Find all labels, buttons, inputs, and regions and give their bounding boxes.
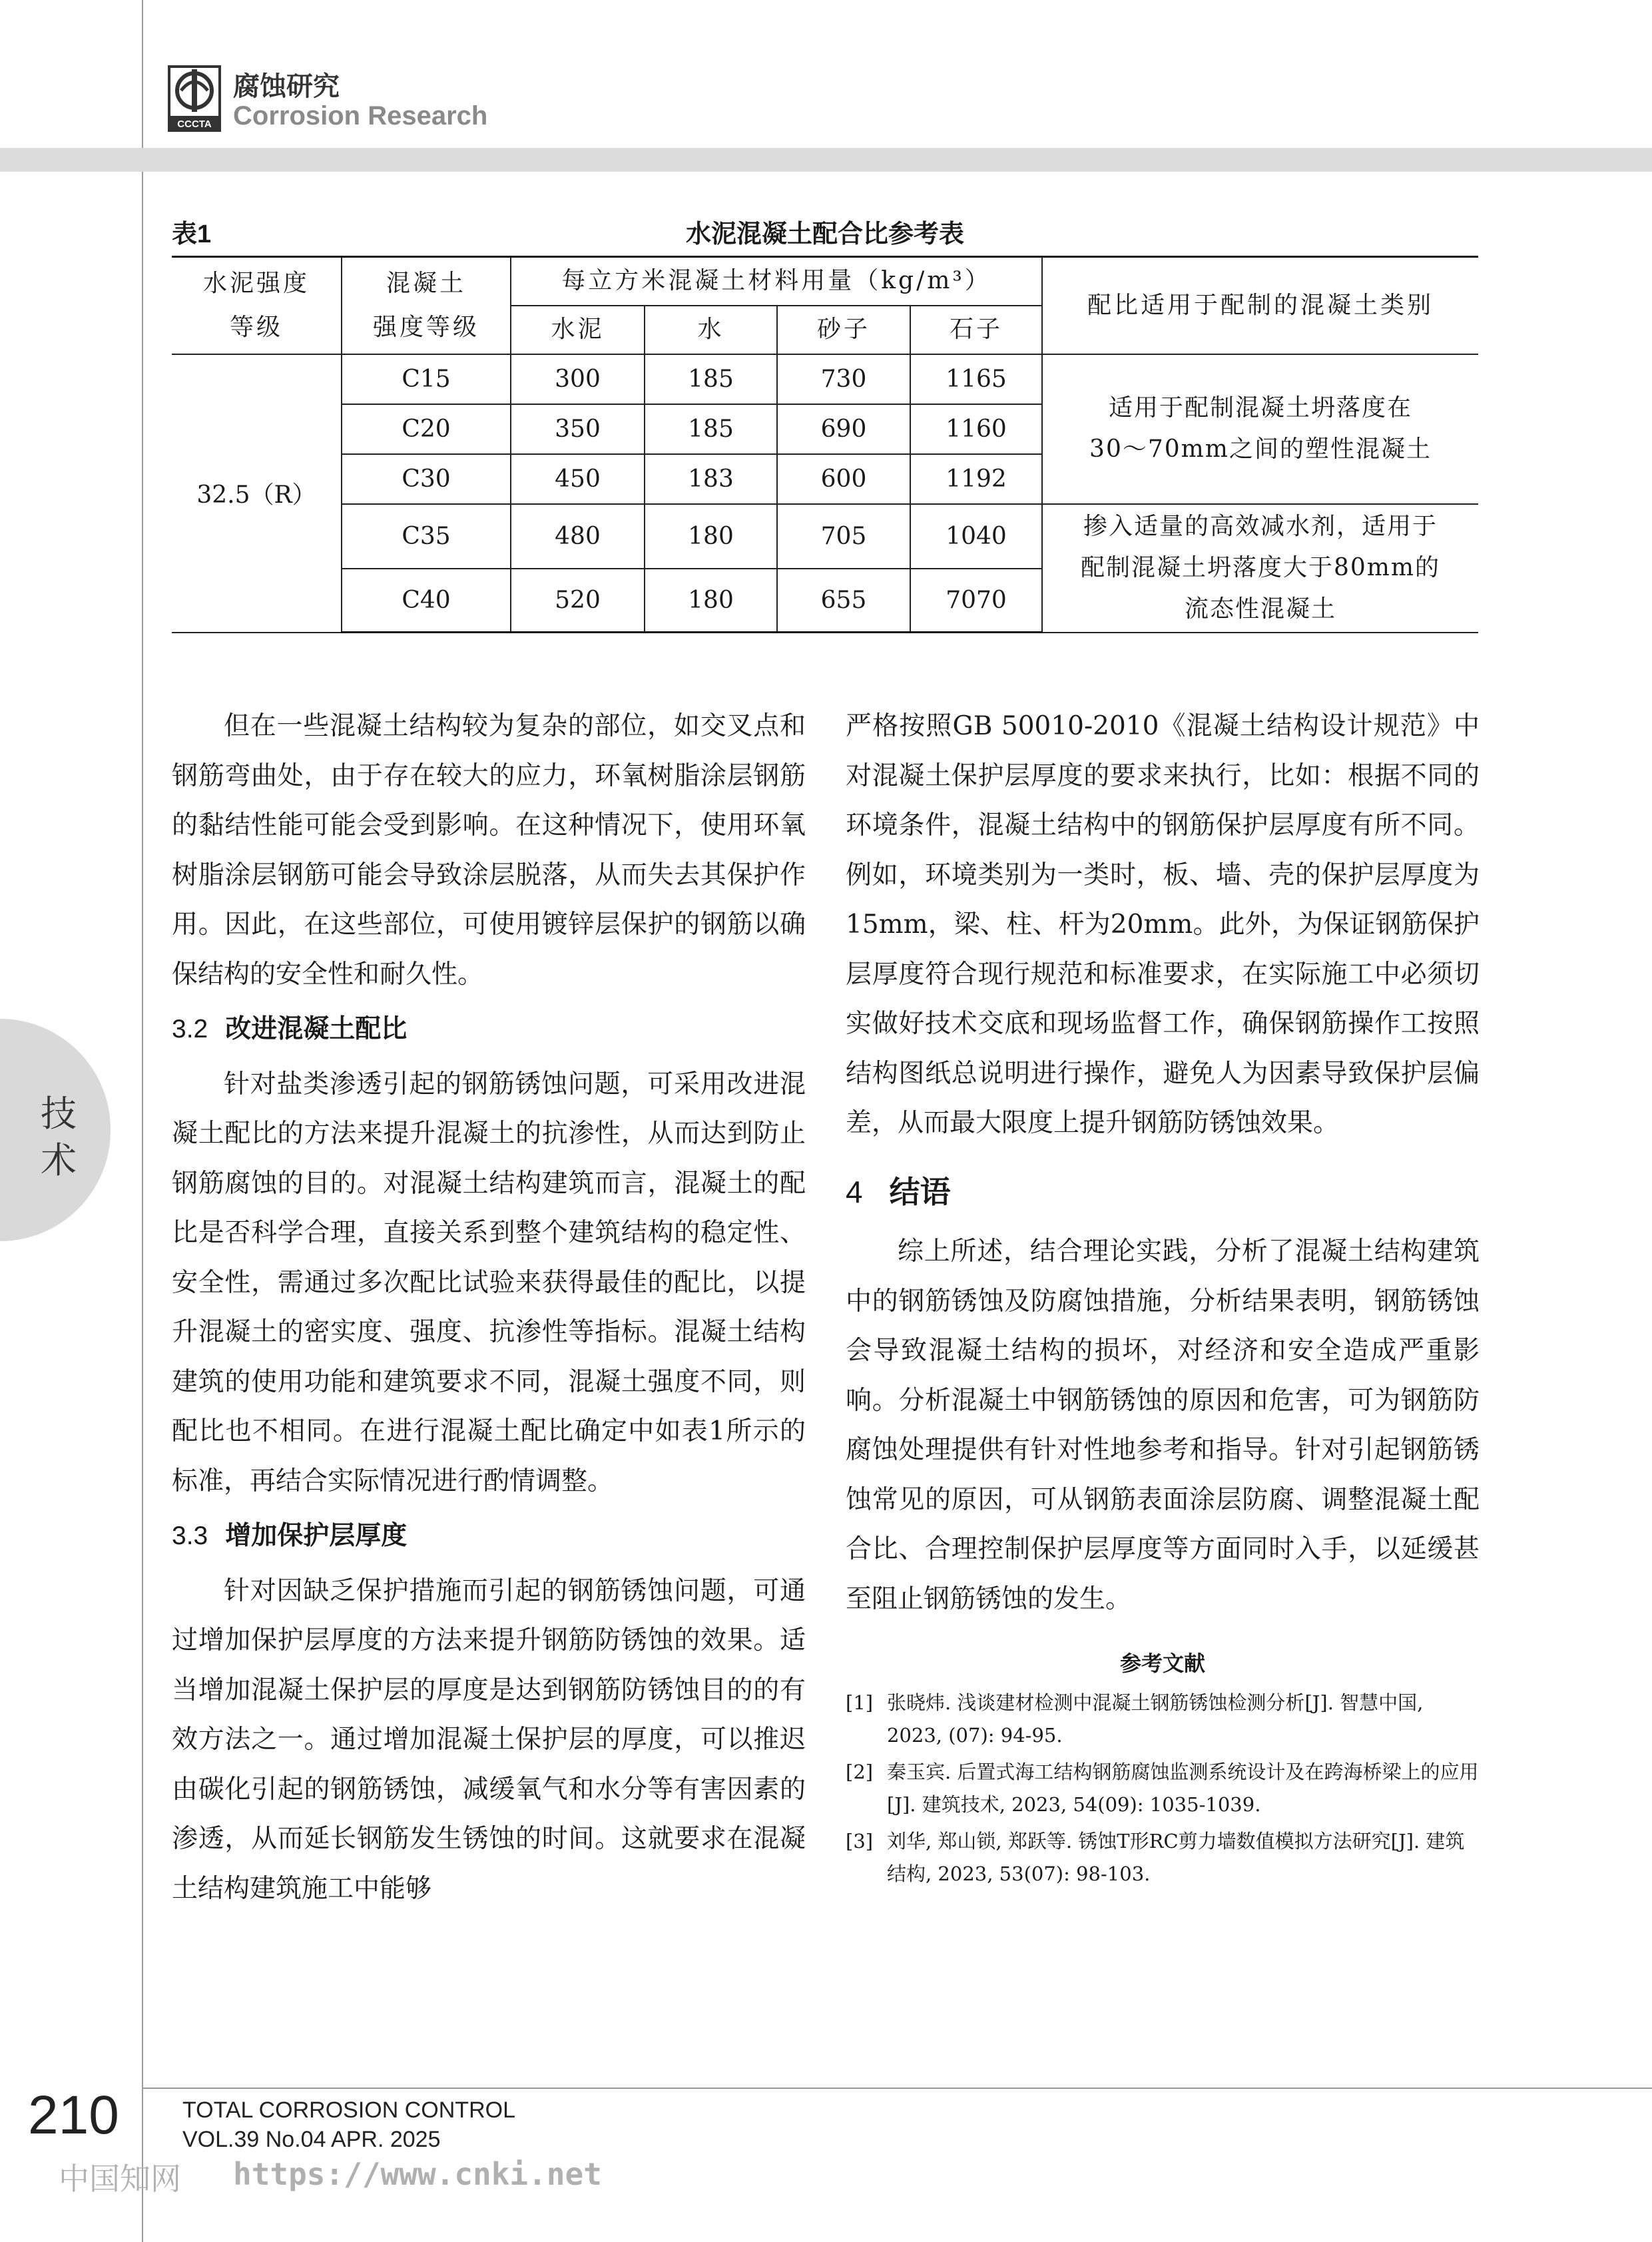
cell-water: 185 [645,404,777,454]
journal-name-cn: 腐蚀研究 [233,72,340,101]
section-title: 改进混凝土配比 [225,1015,408,1043]
watermark-url: https://www.cnki.net [233,2156,602,2192]
header-water: 水 [645,306,777,354]
paragraph: 但在一些混凝土结构较为复杂的部位，如交叉点和钢筋弯曲处，由于存在较大的应力，环氧树脂涂层钢筋的黏结性能可能会受到影响。在这种情况下，使用环氧树脂涂层钢筋可能会导致涂层脱落，从而失去其保护作用。因此，在这些部位，可使用镀锌层保护的钢筋以确保结构的安全性和耐久性。 [172,711,806,989]
header-concrete-grade [342,257,511,354]
header-band [0,148,1652,172]
header-stone: 石子 [910,306,1042,354]
cell-stone: 7070 [910,569,1042,633]
cell-usage-fluid [1042,504,1478,633]
page-header [0,0,1652,148]
cell-stone: 1160 [910,404,1042,454]
cell-cement: 480 [511,504,645,569]
reference-item [846,1756,1480,1821]
paragraph: 针对因缺乏保护措施而引起的钢筋锈蚀问题，可通过增加保护层厚度的方法来提升钢筋防锈蚀的效果。适当增加混凝土保护层的厚度是达到钢筋防锈蚀目的的有效方法之一。通过增加混凝土保护层的厚度，可以推迟由碳化引起的钢筋锈蚀，减缓氧气和水分等有害因素的渗透，从而延长钢筋发生锈蚀的时间。这就要求在混凝土结构建筑施工中能够 [172,1575,806,1904]
paragraph: 综上所述，结合理论实践，分析了混凝土结构建筑中的钢筋锈蚀及防腐蚀措施，分析结果表明，钢筋锈蚀会导致混凝土结构的损坏，对经济和安全造成严重影响。分析混凝土中钢筋锈蚀的原因和危害，可为钢筋防腐蚀处理提供有针对性地参考和指导。针对引起钢筋锈蚀常见的原因，可从钢筋表面涂层防腐、调整混凝土配合比、合理控制保护层厚度等方面同时入手，以延缓甚至阻止钢筋锈蚀的发生。 [846,1237,1480,1614]
cell-sand: 600 [777,454,910,504]
margin-rule [142,0,143,2242]
section-3-3-heading [172,1506,806,1567]
footer-journal-title: TOTAL CORROSION CONTROL [182,2098,515,2123]
cell-sand: 690 [777,404,910,454]
cell-grade: C20 [342,404,511,454]
cell-cement-grade: 32.5（R） [172,354,342,633]
cell-water: 180 [645,504,777,569]
header-cement: 水泥 [511,306,645,354]
note2-line3: 流态性混凝土 [1184,595,1336,623]
cell-stone: 1040 [910,504,1042,569]
cell-cement: 350 [511,404,645,454]
references-heading: 参考文献 [1119,1651,1205,1675]
reference-number: [1] [846,1691,874,1714]
note1-line1: 适用于配制混凝土坍落度在 [1108,394,1412,421]
logo-text: CCCTA [177,119,212,130]
cell-stone: 1165 [910,354,1042,404]
reference-item [846,1825,1480,1890]
header-sand: 砂子 [777,306,910,354]
footer-issue: VOL.39 No.04 APR. 2025 [182,2127,441,2152]
footer-rule [142,2088,1652,2089]
table-title: 水泥混凝土配合比参考表 [685,220,964,248]
reference-number: [2] [846,1761,874,1783]
cell-cement: 300 [511,354,645,404]
header-cement-grade-line2: 等级 [229,313,283,341]
reference-text: 张晓炜. 浅谈建材检测中混凝土钢筋锈蚀检测分析[J]. 智慧中国, 2023, (07): 94-95. [887,1691,1424,1747]
cell-water: 180 [645,569,777,633]
side-tab-char: 技 [41,1094,77,1134]
cell-water: 183 [645,454,777,504]
cell-sand: 655 [777,569,910,633]
journal-name-en: Corrosion Research [233,101,488,131]
reference-number: [3] [846,1830,874,1852]
side-tab-char: 术 [41,1141,77,1181]
header-concrete-grade-line1: 混凝土 [386,269,466,297]
cell-cement: 520 [511,569,645,633]
cell-water: 185 [645,354,777,404]
header-cement-grade [172,257,342,354]
journal-logo-icon [168,65,221,132]
table-label: 表1 [172,220,212,248]
cell-cement: 450 [511,454,645,504]
note2-line2: 配制混凝土坍落度大于80mm的 [1080,554,1441,581]
table-caption [172,213,1478,246]
header-materials: 每立方米混凝土材料用量（kg/m³） [511,257,1042,306]
cell-stone: 1192 [910,454,1042,504]
cell-usage-plastic [1042,354,1478,504]
reference-text: 刘华, 郑山锁, 郑跃等. 锈蚀T形RC剪力墙数值模拟方法研究[J]. 建筑结构, 2023, 53(07): 98-103. [887,1830,1465,1885]
left-column [172,702,806,1914]
header-cement-grade-line1: 水泥强度 [202,269,310,297]
note2-line1: 掺入适量的高效减水剂，适用于 [1083,513,1438,540]
cell-sand: 730 [777,354,910,404]
section-number: 3.2 [172,1015,208,1043]
mix-ratio-table [172,256,1478,633]
section-3-2-heading [172,999,806,1060]
cell-grade: C35 [342,504,511,569]
table-row [172,504,1478,569]
section-title: 结语 [889,1174,951,1209]
reference-text: 秦玉宾. 后置式海工结构钢筋腐蚀监测系统设计及在跨海桥梁上的应用[J]. 建筑技术, 2023, 54(09): 1035-1039. [887,1761,1479,1816]
page-number: 210 [28,2085,119,2145]
paragraph-continued: 严格按照GB 50010-2010《混凝土结构设计规范》中对混凝土保护层厚度的要求来执行，比如：根据不同的环境条件，混凝土结构中的钢筋保护层厚度有所不同。例如，环境类别为一类时，板、墙、壳的保护层厚度为15mm，梁、柱、杆为20mm。此外，为保证钢筋保护层厚度符合现行规范和标准要求，在实际施工中必须切实做好技术交底和现场监督工作，确保钢筋操作工按照结构图纸总说明进行操作，避免人为因素导致保护层偏差，从而最大限度上提升钢筋防锈蚀效果。 [846,711,1480,1138]
section-number: 4 [846,1174,863,1209]
watermark: 中国知网 [59,2161,181,2197]
header-concrete-grade-line2: 强度等级 [372,313,479,341]
section-number: 3.3 [172,1522,208,1550]
header-usage: 配比适用于配制的混凝土类别 [1042,257,1478,354]
paragraph: 针对盐类渗透引起的钢筋锈蚀问题，可采用改进混凝土配比的方法来提升混凝土的抗渗性，从而达到防止钢筋腐蚀的目的。对混凝土结构建筑而言，混凝土的配比是否科学合理，直接关系到整个建筑结构的稳定性、安全性，需通过多次配比试验来获得最佳的配比，以提升混凝土的密实度、强度、抗渗性等指标。混凝土结构建筑的使用功能和建筑要求不同，混凝土强度不同，则配比也不相同。在进行混凝土配比确定中如表1所示的标准，再结合实际情况进行酌情调整。 [172,1069,806,1496]
cell-grade: C30 [342,454,511,504]
cell-sand: 705 [777,504,910,569]
reference-item [846,1687,1480,1752]
section-side-tab [0,1019,111,1241]
section-title: 增加保护层厚度 [225,1522,408,1550]
cell-grade: C40 [342,569,511,633]
note1-line2: 30～70mm之间的塑性混凝土 [1089,435,1432,463]
cell-grade: C15 [342,354,511,404]
section-4-heading [846,1149,1480,1228]
table-row [172,354,1478,404]
right-column [846,702,1480,1894]
